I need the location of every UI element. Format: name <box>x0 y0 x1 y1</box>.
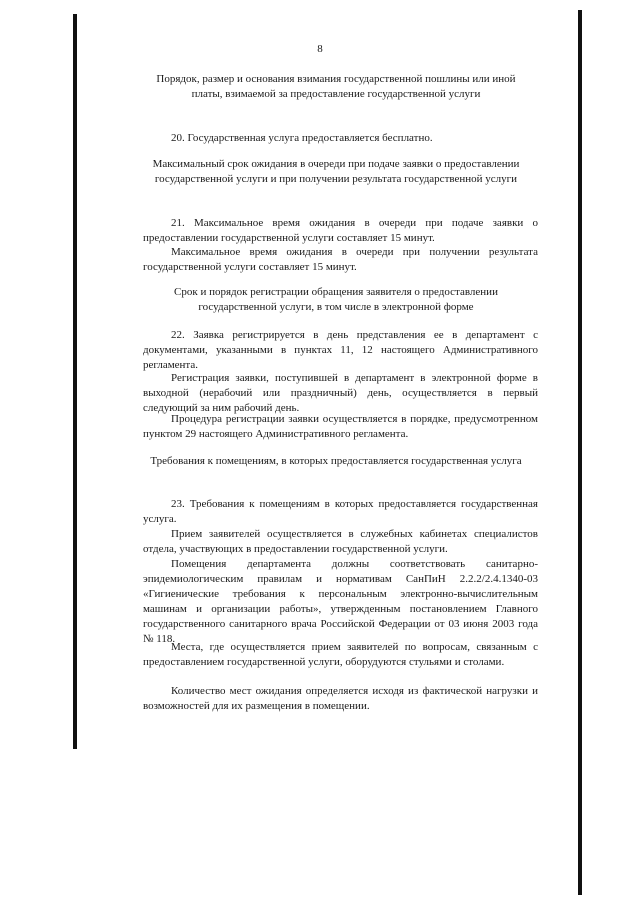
paragraph-22a: 22. Заявка регистрируется в день представления ее в департамент с документами, указанными в пунктах 11, 12 настоящего Административного регламента. <box>143 329 538 371</box>
section-heading-premises: Требования к помещениям, в которых предоставляется государственная услуга <box>150 455 522 467</box>
paragraph-22c: Процедура регистрации заявки осуществляется в порядке, предусмотренном пунктом 29 настоящего Административного регламента. <box>143 413 538 440</box>
paragraph-23b: Прием заявителей осуществляется в служебных кабинетах специалистов отдела, участвующих в предоставлении государственной услуги. <box>143 528 538 555</box>
paragraph-23d: Места, где осуществляется прием заявителей по вопросам, связанным с предоставлением государственной услуги, оборудуются стульями и столами. <box>143 641 538 668</box>
page-number: 8 <box>317 43 323 55</box>
paragraph-20: 20. Государственная услуга предоставляется бесплатно. <box>171 132 433 144</box>
scan-border-right <box>578 10 582 895</box>
paragraph-21b: Максимальное время ожидания в очереди при получении результата государственной услуги составляет 15 минут. <box>143 246 538 273</box>
section-heading-wait-time: Максимальный срок ожидания в очереди при подаче заявки о предоставлении государственной услуги и при получении результата государственной услуги <box>152 158 520 185</box>
paragraph-23e: Количество мест ожидания определяется исходя из фактической нагрузки и возможностей для их размещения в помещении. <box>143 685 538 712</box>
section-heading-registration: Срок и порядок регистрации обращения заявителя о предоставлении государственной услуги, в том числе в электронной форме <box>174 286 498 313</box>
paragraph-22b: Регистрация заявки, поступившей в департамент в электронной форме в выходной (нерабочий или праздничный) день, осуществляется в первый следующий за ним рабочий день. <box>143 372 538 414</box>
paragraph-23c: Помещения департамента должны соответствовать санитарно-эпидемиологическим правилам и нормативам СанПиН 2.2.2/2.4.1340-03 «Гигиенические требования к персональным электронно-вычислительным машинам и организации работы», утвержденным постановлением Главного государственного санитарного врача Российской Федерации от 03 июня 2003 года № 118. <box>143 558 538 645</box>
section-heading-fee: Порядок, размер и основания взимания государственной пошлины или иной платы, взимаемой за предоставление государственной услуги <box>156 73 516 100</box>
paragraph-23a: 23. Требования к помещениям в которых предоставляется государственная услуга. <box>143 498 538 525</box>
paragraph-21a: 21. Максимальное время ожидания в очереди при подаче заявки о предоставлении государственной услуги составляет 15 минут. <box>143 217 538 244</box>
scan-border-left <box>73 14 77 749</box>
